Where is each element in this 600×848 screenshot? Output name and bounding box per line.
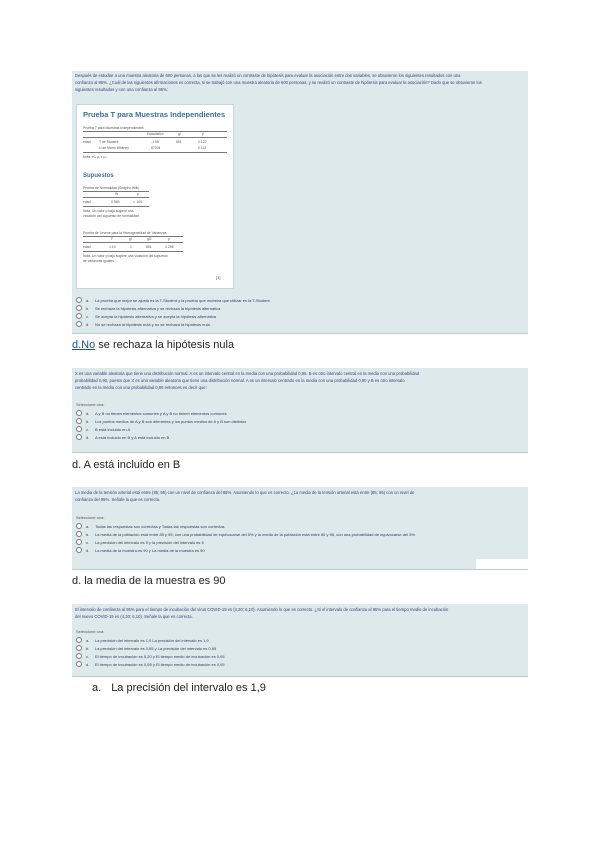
normality-table-title: Prueba de Normalidad (Shapiro-Wilk) — [83, 186, 140, 190]
radio-icon[interactable] — [76, 321, 82, 327]
page-marker: [3] — [216, 275, 221, 280]
option-a[interactable]: a. La prueba que mejor se ajusta es la T-Student y la prueba que muestra que utilizar es la T-Student — [76, 296, 270, 304]
table-cell: T de Student — [99, 140, 119, 144]
option-label: La media de la población está entre 85 y 95, con una probabilidad de equivocarse del 5% y la media de la población está entre 85 y 95, con una probabilidad de equivocarse del 5% — [95, 531, 415, 537]
radio-icon[interactable] — [76, 313, 82, 319]
table-cell: 0.122 — [198, 140, 207, 144]
option-b[interactable]: b. La media de la población está entre 85 y 95, con una probabilidad de equivocarse del 5% y la media de la población está entre 85 y 95, con una probabilidad de equivocarse del 5% — [76, 530, 415, 538]
option-label: Se rechaza la hipótesis alternativa y se rechaza la hipótesis alternativa — [95, 305, 221, 311]
question-2-options — [76, 409, 246, 441]
question-2-text — [72, 368, 528, 391]
table-note: Nota. Un valor p bajo sugiere una violación del supuesto — [83, 254, 168, 258]
answer-4-text: La precisión del intervalo es 1,9 — [111, 682, 266, 694]
question-4-text — [72, 604, 528, 621]
answer-1-link[interactable]: d.No — [72, 339, 96, 351]
option-c[interactable]: c. B está incluido en A — [76, 425, 246, 433]
col-header-df: gl — [129, 237, 132, 241]
option-label: No se rechaza la hipótesis nula y no se rechaza la hipótesis nula — [95, 321, 210, 327]
variance-table-title: Prueba de Levene para la Homogeneidad de Varianzas — [83, 231, 167, 235]
option-a[interactable]: a. A y B no tienen elementos comunes y A y B no tienen elementos comunes — [76, 409, 246, 417]
option-d[interactable]: d. El tiempo de incubación es 0,95 y El tiempo medio de incubación es 0,95 — [76, 660, 225, 668]
radio-icon[interactable] — [76, 418, 82, 424]
option-label: Se acepta la hipótesis alternativa y se acepta la hipótesis alternativa — [95, 313, 216, 319]
option-label: El tiempo de incubación es 5,20 y El tiempo medio de incubación es 0,95 — [95, 653, 225, 659]
table-cell: edad — [83, 245, 91, 249]
answer-4-letter: a. — [92, 682, 102, 694]
radio-icon[interactable] — [76, 661, 82, 667]
choose-label: Seleccione una: — [76, 402, 105, 407]
question-text-line: del nuevo COVID-19 es (4,30; 6,10), Señale la que es correcta. — [75, 613, 193, 619]
option-d[interactable]: d. No se rechaza la hipótesis nula y no se rechaza la hipótesis nula — [76, 320, 270, 328]
question-1-panel — [72, 71, 528, 334]
table-cell: 851 — [146, 245, 152, 249]
radio-icon[interactable] — [76, 297, 82, 303]
crop-edge — [476, 559, 528, 569]
question-text-line: El intervalo de confianza al 95% para el tiempo de incubación del virus COVID-19 es (4,30; 6,10). Asumiendo lo que es correcto. ¿Si el intervalo de confianza al 95% para el tiempo medio de incubación — [75, 607, 449, 612]
radio-icon[interactable] — [76, 539, 82, 545]
option-d[interactable]: d. La media de la muestra es 90 y La media de la muestra es 90 — [76, 546, 415, 554]
choose-label: Seleccione una: — [76, 515, 105, 520]
option-label: Todas las respuestas son correctas y Todas las respuestas son correctas — [95, 523, 225, 529]
table-cell: 0.295 — [165, 245, 174, 249]
option-b[interactable]: b. Se rechaza la hipótesis alternativa y se rechaza la hipótesis alternativa — [76, 304, 270, 312]
option-a[interactable]: a. La precisión del intervalo es 1,9 La precisión del intervalo es 1,9 — [76, 636, 225, 644]
table-cell: 851 — [176, 140, 182, 144]
question-text-line: La media de la tensión arterial está entre (85; 95) con un nivel de confianza del 95%. Asumiendo lo que es correcto. ¿La media de la tensión arterial está entre (85; 95) con un nivel de — [75, 490, 415, 495]
table-note: violación del supuesto de normalidad — [83, 214, 139, 218]
answer-1 — [72, 339, 234, 351]
option-c[interactable]: c. La precisión del intervalo es 5 y la precisión del intervalo es 5 — [76, 538, 415, 546]
radio-icon[interactable] — [76, 523, 82, 529]
question-text-line: confianza del 95%. Señale la que es correcta. — [75, 496, 161, 502]
table-cell: U de Mann-Whitney — [99, 146, 129, 150]
question-4-panel — [72, 604, 528, 677]
question-text-line: siguientes resultados y con una confianza al 95%: — [75, 86, 168, 92]
table-cell: edad — [83, 140, 91, 144]
table-cell: edad — [83, 200, 91, 204]
question-4-options — [76, 636, 225, 668]
question-text-line: probabilidad 0,90, puesto que X es una variable aleatoria que tiene una distribución normal. A es un intervalo centrado en la media con una probabilidad 0,90 y B es otro intervalo — [75, 377, 405, 383]
radio-icon[interactable] — [76, 547, 82, 553]
answer-3: d. la media de la muestra es 90 — [72, 575, 226, 587]
table-note: Nota. Hₐ μ₁ ≠ μ₂ — [83, 155, 107, 159]
question-3-options — [76, 522, 415, 554]
question-1-options — [76, 296, 270, 328]
option-label: La precisión del intervalo es 0,95 y La precisión del intervalo es 0,95 — [95, 645, 217, 651]
option-label: La precisión del intervalo es 5 y la precisión del intervalo es 5 — [95, 539, 204, 545]
table-cell: < .001 — [133, 200, 143, 204]
table-note: de varianzas iguales — [83, 259, 114, 263]
answer-4 — [92, 682, 266, 694]
radio-icon[interactable] — [76, 410, 82, 416]
option-b[interactable]: b. Los puntos medios de A y B son diferentes y los puntos medios de A y B son distintos — [76, 417, 246, 425]
radio-icon[interactable] — [76, 637, 82, 643]
ttest-table-title: Prueba T para Muestras Independientes — [83, 126, 144, 130]
radio-icon[interactable] — [76, 653, 82, 659]
option-label: La prueba que mejor se ajusta es la T-Student y la prueba que muestra que utilizar es la T-Student — [95, 297, 270, 303]
option-label: A está incluido en B y A está incluido en B — [95, 434, 170, 440]
supuestos-title: Supuestos — [83, 173, 114, 179]
radio-icon[interactable] — [76, 645, 82, 651]
table-cell: 1 — [130, 245, 132, 249]
choose-label: Seleccione una: — [76, 629, 105, 634]
table-cell: 87204 — [151, 146, 161, 150]
radio-icon[interactable] — [76, 305, 82, 311]
question-1-text — [72, 71, 528, 93]
col-header-p: p — [137, 192, 139, 196]
table-cell: 0.113 — [198, 146, 207, 150]
col-header-f: F — [111, 237, 114, 241]
col-header-statistic: Estadístico — [147, 132, 164, 136]
question-3-text — [72, 487, 528, 504]
answer-1-text: se rechaza la hipótesis nula — [95, 339, 235, 351]
table-cell: 0.969 — [111, 200, 120, 204]
col-header-df2: gl2 — [147, 237, 152, 241]
answer-2: d. A está incluido en B — [72, 459, 181, 471]
jamovi-output-image — [76, 104, 234, 289]
option-label: A y B no tienen elementos comunes y A y B no tienen elementos comunes — [95, 410, 227, 416]
option-label: El tiempo de incubación es 0,95 y El tiempo medio de incubación es 0,95 — [95, 661, 225, 667]
question-text-line: confianza al 95%. ¿Cuál de las siguientes afirmaciones es correcta, si se trabajó con una muestra aleatoria de 600 personas, y se realizó un contraste de hipótesis para evaluar la asociación? Dado que se obtuvieron los — [75, 79, 482, 85]
option-label: La precisión del intervalo es 1,9 La precisión del intervalo es 1,9 — [95, 637, 209, 643]
option-d[interactable]: d. A está incluido en B y A está incluido en B — [76, 433, 246, 441]
option-c[interactable]: c. Se acepta la hipótesis alternativa y se acepta la hipótesis alternativa — [76, 312, 270, 320]
table-cell: 1.10 — [109, 245, 116, 249]
col-header-p: p — [168, 237, 170, 241]
col-header-w: W — [115, 192, 119, 196]
option-c[interactable]: c. El tiempo de incubación es 5,20 y El tiempo medio de incubación es 0,95 — [76, 652, 225, 660]
table-cell: -1.55 — [151, 140, 159, 144]
option-b[interactable]: b. La precisión del intervalo es 0,95 y La precisión del intervalo es 0,95 — [76, 644, 225, 652]
col-header-p: p — [202, 132, 204, 136]
radio-icon[interactable] — [76, 426, 82, 432]
option-label: Los puntos medios de A y B son diferentes y los puntos medios de A y B son distintos — [95, 418, 247, 424]
question-2-panel — [72, 368, 528, 453]
option-label: B está incluido en A — [95, 426, 131, 432]
question-text-line: Después de estudiar a una muestra aleatoria de 600 personas, a las que se les realizó un contraste de hipótesis para evaluar la asociación entre dos variables, se obtuvieron los siguientes resultados con una — [75, 73, 461, 78]
option-a[interactable]: a. Todas las respuestas son correctas y Todas las respuestas son correctas — [76, 522, 415, 530]
jamovi-title: Prueba T para Muestras Independientes — [83, 110, 226, 119]
radio-icon[interactable] — [76, 434, 82, 440]
table-note: Nota. Un valor p bajo sugiere una — [83, 209, 134, 213]
question-text-line: X es una variable aleatoria que tiene una distribución normal. A es un intervalo central en la media con una probabilidad 0,95. B es otro intervalo central en la media con una probabilidad — [75, 371, 420, 376]
radio-icon[interactable] — [76, 531, 82, 537]
question-3-panel — [72, 487, 528, 570]
col-header-df: gl — [178, 132, 181, 136]
question-text-line: centrado en la media con una probabilidad 0,95 entonces es decir que: — [75, 384, 207, 390]
option-label: La media de la muestra es 90 y La media de la muestra es 90 — [95, 547, 205, 553]
